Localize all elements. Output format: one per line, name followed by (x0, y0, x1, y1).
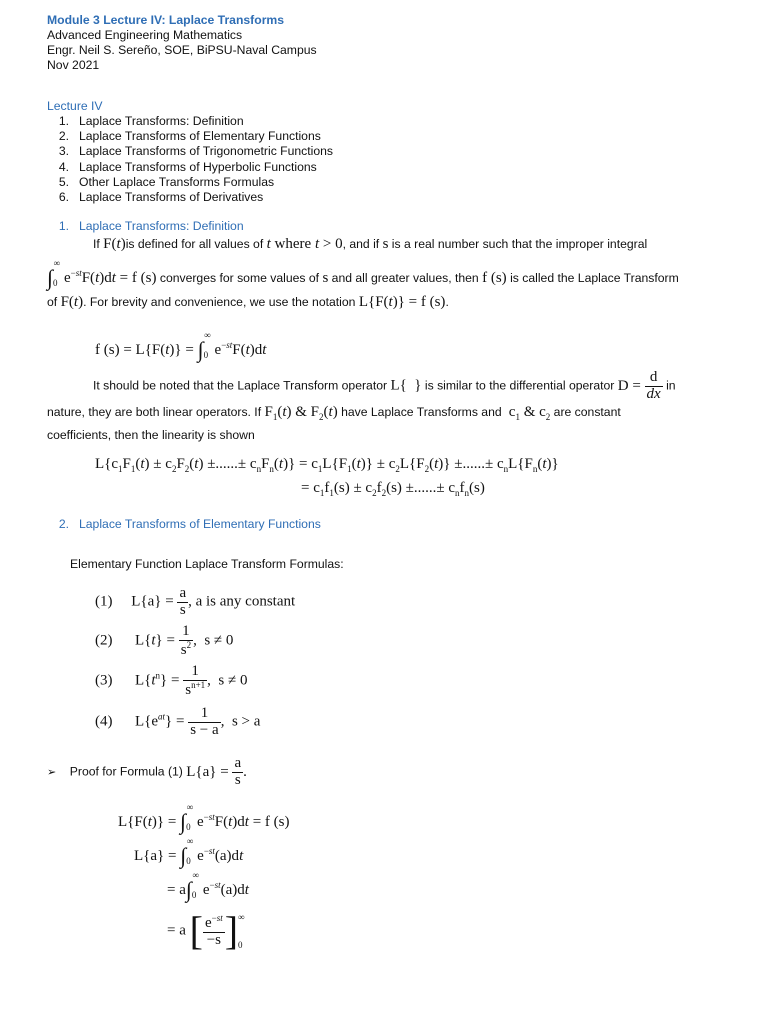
course-name: Advanced Engineering Mathematics (47, 28, 243, 42)
formula-3: (3) $L\{t^n\}$ = $\frac{1}{s^{n+1}}$ , s ≠ 0 (95, 663, 248, 698)
math-proof-target: L{a} = $\frac{a}{s}$ . (186, 755, 247, 788)
outline-item (47, 160, 333, 175)
formula-label: (4) (95, 713, 113, 730)
outline-item-number: 6. (58, 190, 69, 205)
outline-item-text: Laplace Transforms: Definition (79, 114, 244, 128)
text-similar: is similar to the differential operator (424, 378, 615, 393)
formulas-intro: Elementary Function Laplace Transform Formulas: (70, 557, 344, 571)
definition-line-3: of F(t). For brevity and convenience, we use the notation L{F(t)} = f (s). (47, 294, 449, 310)
text-constant: are constant (553, 405, 621, 419)
math-Ft: F(t) (103, 236, 126, 252)
arrow-bullet-icon: ➢ (47, 766, 57, 779)
text-have-transforms: have Laplace Transforms and (341, 405, 502, 419)
author-line: Engr. Neil S. Sereño, SOE, BiPSU-Naval Campus (47, 43, 317, 57)
section2-title: Laplace Transforms of Elementary Functions (79, 517, 321, 531)
proof-step-1: $L\{F(t)\} = \int_0^\infty e^{-st}F(t)dt = f$ (s) (118, 802, 290, 834)
text-defined: is defined for all values of (125, 237, 264, 251)
proof-step-3: = $a\int_0^\infty e^{-st}(a)dt$ (167, 870, 249, 902)
text-operator: It should be noted that the Laplace Transform operator (93, 378, 388, 393)
math-t-where: t where t > 0 (266, 236, 343, 252)
text-if: If (93, 237, 100, 251)
outline-item (47, 144, 333, 159)
text-and-if: , and if (342, 237, 380, 251)
formula-2: (2) L{t} = $\frac{1}{s^2}$ , s ≠ 0 (95, 623, 234, 658)
proof-step-2: $L\{a\} = \int_0^\infty e^{-st}(a)dt$ (134, 836, 244, 868)
formula-1: (1) L{a} = $\frac{a}{s}$ , a is any constant (95, 585, 296, 618)
text-real-number: is a real number such that the improper integral (391, 237, 648, 251)
formula-label: (3) (95, 672, 113, 689)
document-title: Module 3 Lecture IV: Laplace Transforms (47, 13, 285, 27)
outline-item-text: Laplace Transforms of Hyperbolic Functions (79, 159, 317, 174)
math-c1-c2: $c_1$ & $c_2$ (505, 404, 551, 422)
outline-item (47, 190, 333, 205)
operator-line (93, 370, 676, 403)
math-Ft: F(t) (60, 294, 84, 310)
date-line: Nov 2021 (47, 58, 100, 72)
math-F1-F2: $F_1(t)$ & $F_2(t)$ (264, 404, 338, 422)
formula-label: (1) (95, 593, 113, 610)
outline-item-number: 3. (58, 144, 69, 159)
outline-list (47, 114, 333, 205)
outline-item-text: Laplace Transforms of Derivatives (79, 190, 264, 205)
definition-equation: f $(s) = L\{F(t)\} = \int_0^\infty e^{-st}F(t)dt$ (95, 330, 267, 362)
section2-number: 2. (58, 517, 69, 531)
math-notation: L{F(t)} = f (s) (358, 294, 446, 310)
outline-item-number: 1. (58, 114, 69, 128)
formula1-note: , a is any constant (188, 593, 296, 610)
outline-item (47, 175, 333, 190)
math-s: s (322, 270, 329, 286)
math-D-operator: D = $\frac{d}{dx}$ (617, 369, 661, 402)
text-called: is called the Laplace Transform (510, 271, 679, 285)
definition-line-2 (47, 258, 679, 290)
math-fs: f (s) (482, 270, 507, 286)
coefficients-line: coefficients, then the linearity is shown (47, 428, 255, 442)
linearity-equation-2: = $c_1f_1(s) \pm c_2f_2(s)$ ±......± $c_nf_n(s)$ (301, 480, 485, 498)
linearity-line (47, 404, 621, 422)
math-improper-integral: $\int_0^\infty e^{-st}F(t)dt = f$ (s) (47, 258, 157, 290)
definition-line-1 (93, 236, 647, 253)
outline-item (47, 114, 333, 129)
proof-line (47, 756, 247, 789)
proof-step-4: = a [ $\frac{e^{-st}}{-s}$ ]∞ 0 (167, 908, 245, 953)
text-nature: nature, they are both linear operators. If (47, 405, 262, 419)
formula-4: (4) $L\{e^{at}\}$ = $\frac{1}{s - a}$ , s > a (95, 705, 261, 738)
section1-number: 1. (58, 219, 69, 233)
outline-item-text: Other Laplace Transforms Formulas (79, 174, 275, 189)
text-greater-values: and all greater values, then (331, 271, 479, 285)
section1-title: Laplace Transforms: Definition (79, 219, 244, 233)
linearity-equation-1: $L\{c_1F_1(t) \pm c_2F_2(t)$ ±......± $c_nF_n(t)\} = c_1L\{F_1(t)\} \pm c_2L\{F_2(t)\}$ ±......± $c_nL\{F_n(t)\}$ (95, 456, 559, 474)
outline-item-number: 2. (58, 129, 69, 144)
outline-heading: Lecture IV (47, 99, 103, 113)
outline-item (47, 129, 333, 144)
section2-heading (47, 517, 321, 531)
outline-item-text: Laplace Transforms of Trigonometric Functions (79, 144, 334, 159)
math-s: s (382, 236, 389, 252)
proof-label: Proof for Formula (1) (69, 764, 183, 779)
text-of: of (47, 295, 58, 309)
text-in: in (666, 378, 676, 393)
text-converges: converges for some values of (159, 271, 320, 285)
section1-heading (47, 219, 244, 233)
text-brevity: . For brevity and convenience, we use the notation (83, 295, 356, 309)
outline-item-text: Laplace Transforms of Elementary Functions (79, 129, 321, 144)
formula-label: (2) (95, 632, 113, 649)
outline-item-number: 5. (58, 174, 69, 189)
math-L-operator: L{ } (390, 377, 422, 394)
outline-item-number: 4. (58, 159, 69, 174)
